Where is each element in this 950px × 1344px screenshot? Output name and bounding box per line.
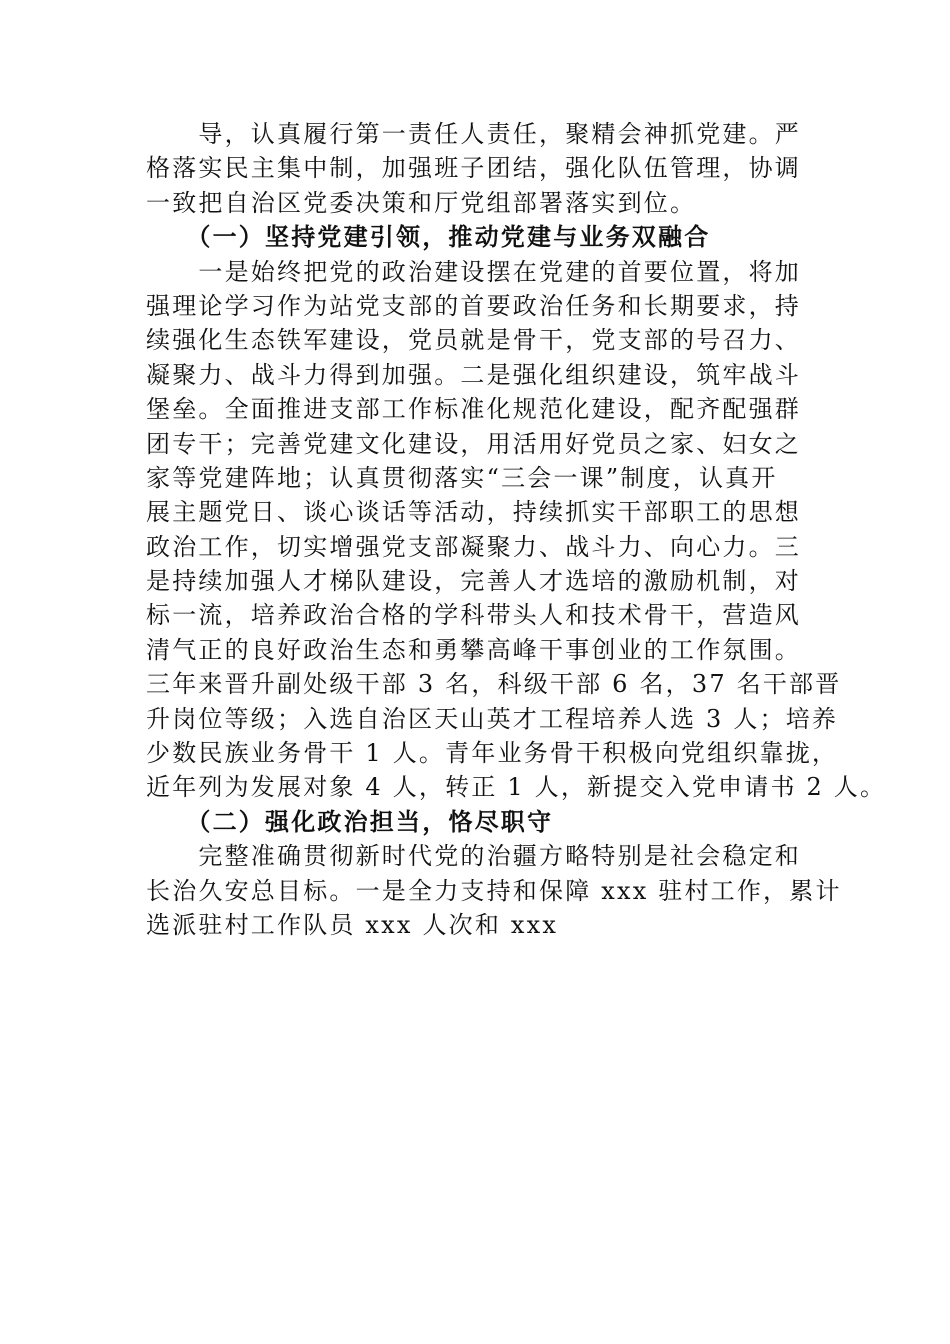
body-line: 强理论学习作为站党支部的首要政治任务和长期要求，持 bbox=[146, 291, 801, 320]
body-line: 是持续加强人才梯队建设，完善人才选培的激励机制，对 bbox=[146, 567, 801, 596]
body-line: 一致把自治区党委决策和厅党组部署落实到位。 bbox=[146, 188, 697, 217]
body-line: 一是始终把党的政治建设摆在党建的首要位置，将加 bbox=[146, 257, 801, 286]
body-line: 导，认真履行第一责任人责任，聚精会神抓党建。严 bbox=[146, 120, 801, 148]
body-line: 完整准确贯彻新时代党的治疆方略特别是社会稳定和 bbox=[146, 842, 801, 871]
body-line: 选派驻村工作队员 xxx 人次和 xxx bbox=[146, 910, 559, 939]
body-line: 标一流，培养政治合格的学科带头人和技术骨干，营造风 bbox=[146, 601, 801, 630]
body-line: 团专干；完善党建文化建设，用活用好党员之家、妇女之 bbox=[146, 429, 801, 458]
body-line: 展主题党日、谈心谈话等活动，持续抓实干部职工的思想 bbox=[146, 498, 801, 527]
body-line: 政治工作，切实增强党支部凝聚力、战斗力、向心力。三 bbox=[146, 532, 801, 561]
section-heading-2: （二）强化政治担当，恪尽职守 bbox=[146, 806, 554, 836]
body-line: 家等党建阵地；认真贯彻落实“三会一课”制度，认真开 bbox=[146, 463, 778, 492]
body-line: 堡垒。全面推进支部工作标准化规范化建设，配齐配强群 bbox=[146, 395, 801, 424]
section-heading-1: （一）坚持党建引领，推动党建与业务双融合 bbox=[146, 222, 711, 252]
body-line: 格落实民主集中制，加强班子团结，强化队伍管理，协调 bbox=[146, 154, 801, 183]
body-line: 长治久安总目标。一是全力支持和保障 xxx 驻村工作，累计 bbox=[146, 876, 842, 905]
body-line: 凝聚力、战斗力得到加强。二是强化组织建设，筑牢战斗 bbox=[146, 360, 801, 389]
body-line: 三年来晋升副处级干部 3 名，科级干部 6 名，37 名干部晋 bbox=[146, 670, 842, 699]
body-line: 续强化生态铁军建设，党员就是骨干，党支部的号召力、 bbox=[146, 326, 801, 355]
document-body bbox=[146, 117, 887, 942]
body-line: 近年列为发展对象 4 人，转正 1 人，新提交入党申请书 2 人。 bbox=[146, 773, 887, 802]
body-line: 少数民族业务骨干 1 人。青年业务骨干积极向党组织靠拢， bbox=[146, 739, 839, 768]
body-line: 升岗位等级；入选自治区天山英才工程培养人选 3 人；培养 bbox=[146, 704, 839, 733]
body-line: 清气正的良好政治生态和勇攀高峰干事创业的工作氛围。 bbox=[146, 635, 801, 664]
